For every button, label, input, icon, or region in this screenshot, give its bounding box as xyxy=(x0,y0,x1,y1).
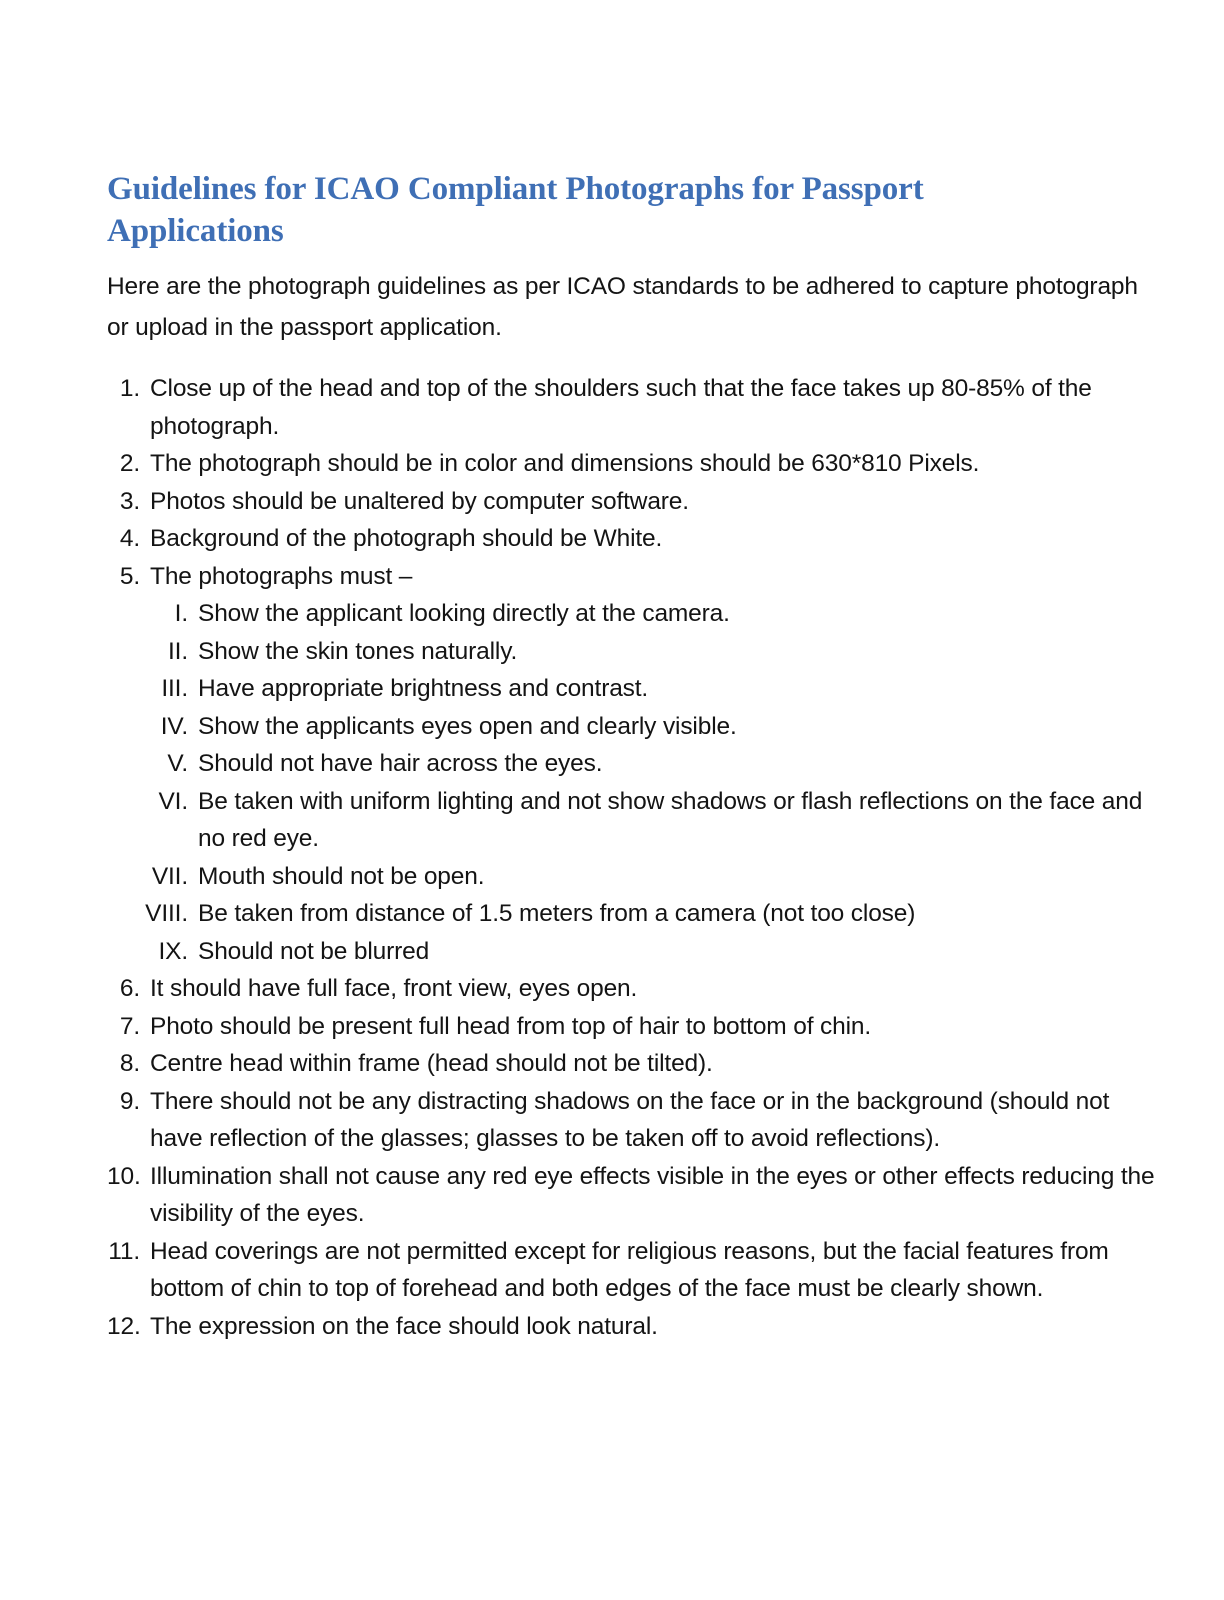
guideline-item xyxy=(107,370,1163,445)
guideline-item xyxy=(107,1158,1163,1233)
guideline-text: Close up of the head and top of the shoulders such that the face takes up 80-85% of the photograph. xyxy=(150,375,1092,440)
list-marker: 4. xyxy=(119,525,140,552)
guideline-item xyxy=(107,1308,1163,1346)
list-marker: 8. xyxy=(119,1050,140,1077)
guideline-item xyxy=(107,970,1163,1008)
guideline-subitem-text: Show the skin tones naturally. xyxy=(198,637,518,665)
guideline-item xyxy=(107,1233,1163,1308)
guideline-text: It should have full face, front view, eyes open. xyxy=(150,975,638,1002)
guideline-subitem xyxy=(148,745,1163,783)
guideline-subitem-text: Show the applicant looking directly at the camera. xyxy=(198,600,730,627)
guideline-subitem-text: Be taken with uniform lighting and not show shadows or flash reflections on the face and no red eye. xyxy=(198,787,1143,852)
guideline-subitem xyxy=(148,595,1163,633)
sublist-marker: IV. xyxy=(160,712,188,740)
guideline-subitem-text: Should not be blurred xyxy=(198,937,430,965)
sublist-marker: II. xyxy=(168,637,188,665)
guideline-text: Background of the photograph should be White. xyxy=(150,525,663,552)
guideline-text: Illumination shall not cause any red eye effects visible in the eyes or other effects reducing the visibility of the eyes. xyxy=(150,1162,1155,1227)
guideline-subitem xyxy=(145,895,1163,933)
guideline-subitem-text: Should not have hair across the eyes. xyxy=(198,750,603,777)
guideline-item xyxy=(107,483,1163,521)
list-marker: 7. xyxy=(119,1012,140,1040)
guideline-subitem-text: Mouth should not be open. xyxy=(198,862,485,890)
sublist-marker: V. xyxy=(167,750,188,777)
list-marker: 6. xyxy=(119,975,140,1002)
guideline-subitem-text: Show the applicants eyes open and clearly visible. xyxy=(198,712,737,740)
guideline-text: Photos should be unaltered by computer software. xyxy=(150,487,689,515)
guideline-item xyxy=(107,1045,1163,1083)
list-marker: 1. xyxy=(119,375,140,402)
sublist-marker: I. xyxy=(174,600,188,627)
guideline-subitem xyxy=(148,783,1163,858)
guidelines-list xyxy=(107,370,1163,1345)
sublist-marker: VIII. xyxy=(145,900,188,927)
guideline-sublist xyxy=(145,595,1163,970)
guideline-item xyxy=(107,1083,1163,1158)
document-body xyxy=(107,168,1163,1345)
guideline-text: The photographs must – xyxy=(150,562,413,590)
guideline-subitem xyxy=(148,858,1163,896)
list-marker: 3. xyxy=(119,487,140,515)
guideline-subitem xyxy=(148,670,1163,708)
list-marker: 10. xyxy=(107,1162,141,1190)
list-marker: 12. xyxy=(107,1312,141,1340)
sublist-marker: IX. xyxy=(158,937,188,965)
guideline-text: The expression on the face should look natural. xyxy=(150,1312,658,1340)
list-marker: 9. xyxy=(119,1087,140,1115)
guideline-text: There should not be any distracting shadows on the face or in the background (should not have reflection of the glasses; glasses to be taken off to avoid reflections). xyxy=(150,1087,1110,1152)
guideline-subitem-text: Be taken from distance of 1.5 meters from a camera (not too close) xyxy=(198,900,916,927)
sublist-marker: III. xyxy=(161,675,188,702)
guideline-item xyxy=(107,1008,1163,1046)
guideline-subitem-text: Have appropriate brightness and contrast. xyxy=(198,675,649,702)
guideline-text: Head coverings are not permitted except for religious reasons, but the facial features from bottom of chin to top of forehead and both edges of the face must be clearly shown. xyxy=(150,1237,1109,1302)
guideline-text: The photograph should be in color and dimensions should be 630*810 Pixels. xyxy=(150,450,980,477)
list-marker: 5. xyxy=(119,562,140,590)
intro-paragraph: Here are the photograph guidelines as per ICAO standards to be adhered to capture photograph or upload in the passport application. xyxy=(107,273,1138,341)
guideline-item xyxy=(107,558,1163,971)
guideline-subitem xyxy=(148,633,1163,671)
sublist-marker: VII. xyxy=(151,862,188,890)
guideline-text: Centre head within frame (head should not be tilted). xyxy=(150,1050,713,1077)
guideline-text: Photo should be present full head from top of hair to bottom of chin. xyxy=(150,1012,872,1040)
sublist-marker: VI. xyxy=(158,787,188,815)
list-marker: 2. xyxy=(119,450,140,477)
list-marker: 11. xyxy=(108,1237,140,1265)
guideline-subitem xyxy=(148,933,1163,971)
guideline-item xyxy=(107,520,1163,558)
guideline-item xyxy=(107,445,1163,483)
guideline-subitem xyxy=(148,708,1163,746)
page-title: Guidelines for ICAO Compliant Photographs for Passport Applications xyxy=(107,171,924,249)
